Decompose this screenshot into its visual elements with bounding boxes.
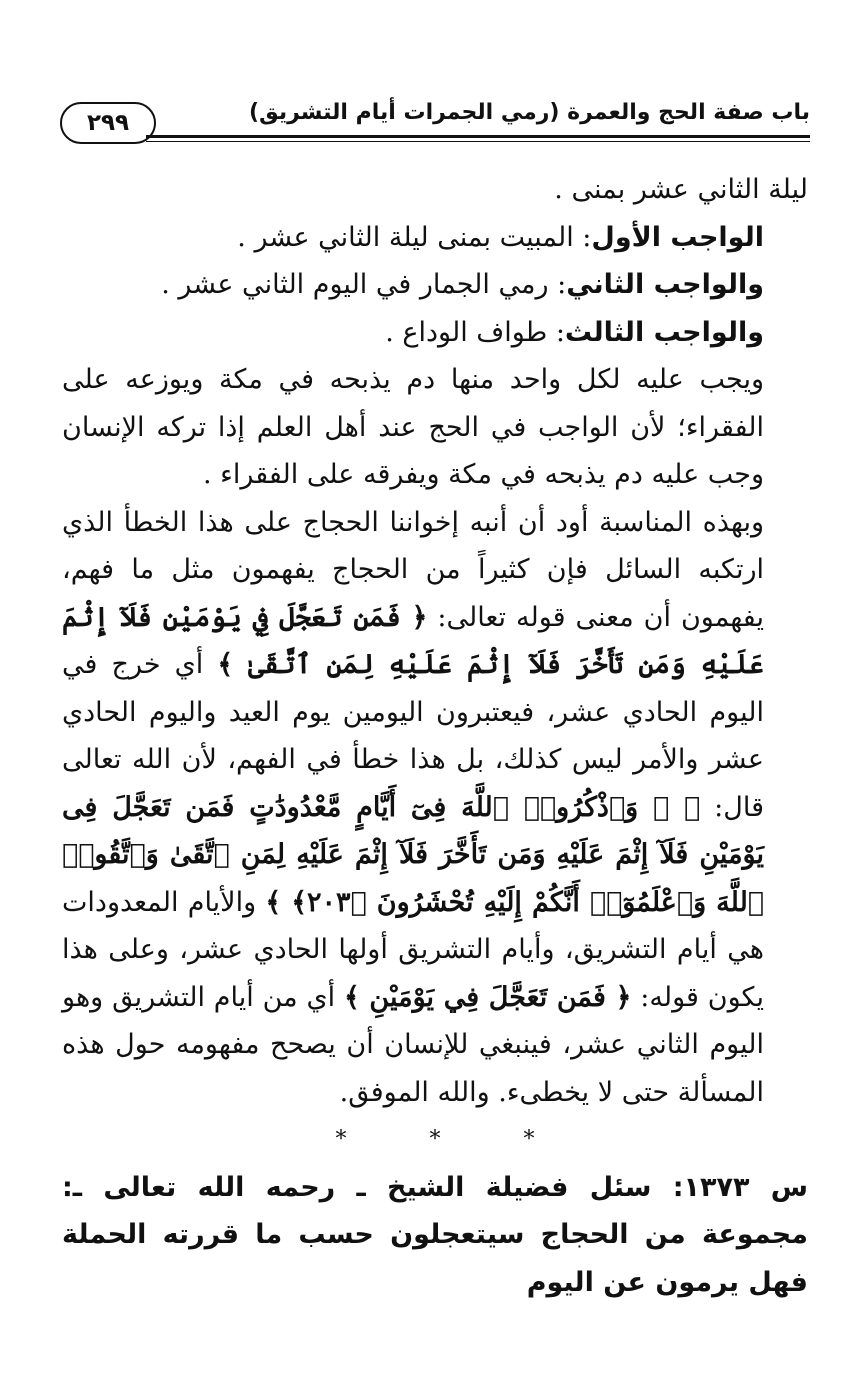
chapter-title: باب صفة الحج والعمرة (رمي الجمرات أيام التشريق): [248, 100, 810, 125]
obligation-2-label: والواجب الثاني: [566, 269, 764, 300]
clarification-text-d: أي من أيام التشريق وهو اليوم الثاني عشر، فينبغي للإنسان أن يصحح مفهومه حول هذه المسألة حتى لا يخطىء. والله الموفق.: [62, 981, 764, 1108]
paragraph-intro: ليلة الثاني عشر بمنى .: [554, 174, 808, 205]
page-header: [60, 98, 810, 148]
question-heading: س ١٣٧٣: سئل فضيلة الشيخ ـ رحمه الله تعالى ـ: مجموعة من الحجاج سيتعجلون حسب ما قررته الحملة فهل يرمون عن اليوم: [62, 1171, 808, 1298]
page-number: ٢٩٩: [60, 102, 156, 144]
section-separator: * * *: [335, 1127, 573, 1152]
obligation-1-label: الواجب الأول: [591, 221, 764, 253]
clarification-text-c: والأيام المعدودات هي أيام التشريق، وأيام التشريق أولها الحادي عشر، وعلى هذا يكون قوله:: [62, 886, 764, 1013]
header-rule: [146, 135, 810, 138]
obligation-1-text: : المبيت بمنى ليلة الثاني عشر .: [237, 221, 592, 253]
clarification-text-b: أي خرج في اليوم الحادي عشر، فيعتبرون اليومين يوم العيد واليوم الحادي عشر والأمر ليس كذلك، بل هذا خطأ في الفهم، لأن الله تعالى قال:: [62, 649, 764, 823]
obligation-3-text: : طواف الوداع .: [385, 316, 565, 348]
header-rule-thin: [146, 141, 810, 142]
clarification-text-a: وبهذه المناسبة أود أن أنبه إخواننا الحجاج على هذا الخطأ الذي ارتكبه السائل فإن كثيراً من الحجاج يفهمون مثل ما فهم، يفهمون أن معنى قوله تعالى:: [62, 506, 764, 633]
page-body: [62, 166, 808, 1306]
obligation-3: [62, 309, 808, 357]
quran-verse-1: ﴿ فَمَن تَعَجَّلَ فِي يَوْمَيْنِ فَلَآ إِثْمَ عَلَيْهِ وَمَن تَأَخَّرَ فَلَآ إِثْمَ عَلَيْهِ لِمَنِ ٱتَّقَىٰ ﴾: [62, 601, 764, 680]
obligation-2: [62, 261, 808, 309]
quran-verse-3: ﴿ فَمَن تَعَجَّلَ فِي يَوْمَيْنِ ﴾: [343, 981, 632, 1013]
paragraph-sacrifice: ويجب عليه لكل واحد منها دم يذبحه في مكة ويوزعه على الفقراء؛ لأن الواجب في الحج عند أهل العلم إذا تركه الإنسان وجب عليه دم يذبحه في مكة ويفرقه على الفقراء .: [62, 364, 764, 490]
paragraph-clarification: [62, 499, 808, 1117]
obligation-1: [62, 214, 808, 262]
quran-verse-2: ﴿ ۞ وَٱذْكُرُوا۟ ٱللَّهَ فِىٓ أَيَّامٍ مَّعْدُودَٰتٍ فَمَن تَعَجَّلَ فِى يَوْمَيْنِ فَلَآ إِثْمَ عَلَيْهِ وَمَن تَأَخَّرَ فَلَآ إِثْمَ عَلَيْهِ لِمَنِ ٱتَّقَىٰ وَٱتَّقُوا۟ ٱللَّهَ وَٱعْلَمُوٓا۟ أَنَّكُمْ إِلَيْهِ تُحْشَرُونَ ﴿٢٠٣﴾ ﴾: [62, 791, 764, 918]
obligation-3-label: والواجب الثالث: [564, 316, 764, 348]
obligation-2-text: : رمي الجمار في اليوم الثاني عشر .: [161, 269, 567, 300]
